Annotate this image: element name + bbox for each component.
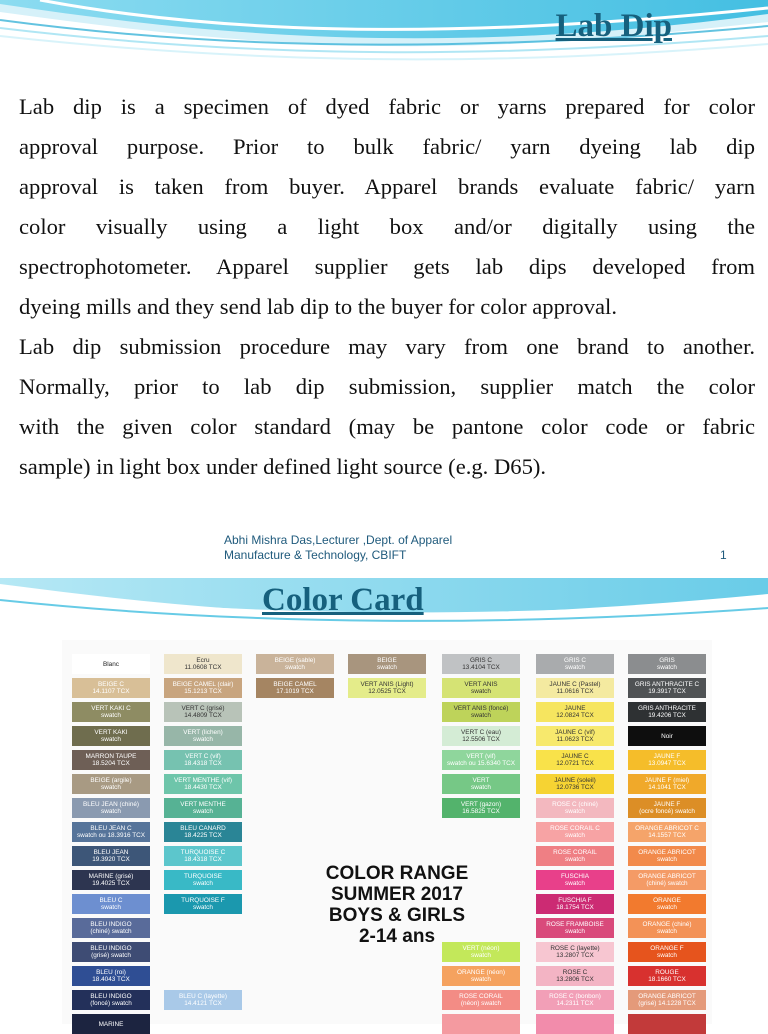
- swatch-name: JAUNE C: [561, 753, 589, 760]
- swatch-code: 14.4809 TCX: [184, 712, 222, 719]
- swatch-name: BLEU JEAN: [93, 849, 129, 856]
- color-swatch: [628, 654, 706, 674]
- color-swatch: [164, 750, 242, 770]
- swatch-code: swatch: [101, 712, 121, 719]
- swatch-name: ROSE CORAIL: [553, 849, 597, 856]
- color-swatch: [536, 894, 614, 914]
- swatch-name: VERT ANIS (Light): [360, 681, 414, 688]
- swatch-name: BLEU INDIGO: [90, 945, 132, 952]
- color-swatch: [628, 774, 706, 794]
- color-swatch: [536, 750, 614, 770]
- swatch-name: ROSE C (bonbon): [549, 993, 601, 1000]
- swatch-code: swatch: [657, 952, 677, 959]
- color-swatch: [72, 870, 150, 890]
- swatch-name: ORANGE ABRICOT: [638, 993, 696, 1000]
- swatch-name: GRIS C: [563, 657, 586, 664]
- swatch-name: ROSE C (chiné): [552, 801, 598, 808]
- swatch-name: ROUGE: [655, 969, 679, 976]
- swatch-code: 14.1041 TCX: [648, 784, 686, 791]
- swatch-name: JAUNE F: [653, 801, 681, 808]
- range-line: COLOR RANGE: [325, 863, 469, 884]
- color-swatch: [72, 894, 150, 914]
- swatch-name: ORANGE (chiné): [642, 921, 692, 928]
- color-swatch: [164, 894, 242, 914]
- swatch-name: ROSE C (layette): [550, 945, 600, 952]
- color-swatch: [536, 654, 614, 674]
- swatch-code: 13.4104 TCX: [462, 664, 500, 671]
- swatch-name: VERT ANIS: [464, 681, 498, 688]
- swatch-name: ROSE FRAMBOISE: [546, 921, 604, 928]
- swatch-code: 18.4225 TCX: [184, 832, 222, 839]
- color-swatch: [628, 750, 706, 770]
- swatch-name: JAUNE C (Pastel): [549, 681, 601, 688]
- body-text: [19, 87, 755, 487]
- swatch-code: swatch: [471, 976, 491, 983]
- swatch-code: 14.4121 TCX: [184, 1000, 222, 1007]
- swatch-name: JAUNE F: [653, 753, 681, 760]
- swatch-code: swatch: [471, 688, 491, 695]
- range-line: SUMMER 2017: [331, 884, 463, 905]
- color-swatch: [536, 870, 614, 890]
- swatch-name: GRIS: [659, 657, 675, 664]
- footer-line: Abhi Mishra Das,Lecturer ,Dept. of Apparel: [224, 533, 453, 547]
- color-swatch: [72, 966, 150, 986]
- color-swatch: [442, 990, 520, 1010]
- text-line: sample) in light box under defined light source (e.g. D65).: [19, 454, 547, 479]
- swatch-code: 14.2311 TCX: [556, 1000, 594, 1007]
- color-swatch: [628, 1014, 706, 1034]
- swatch-name: ORANGE ABRICOT: [638, 849, 696, 856]
- text-line: dyeing mills and they send lab dip to the buyer for color approval.: [19, 294, 617, 319]
- swatch-code: swatch ou 18.3916 TCX: [76, 832, 146, 839]
- swatch-code: swatch: [657, 928, 677, 935]
- swatch-name: BLEU JEAN C: [90, 825, 132, 832]
- swatch-code: swatch: [565, 856, 585, 863]
- swatch-code: swatch: [471, 712, 491, 719]
- swatch-name: JAUNE (soleil): [554, 777, 596, 784]
- color-swatch: [536, 918, 614, 938]
- swatch-code: 18.1754 TCX: [556, 904, 594, 911]
- color-swatch: [164, 846, 242, 866]
- swatch-name: Ecru: [196, 657, 210, 664]
- swatch-name: BLEU INDIGO: [90, 993, 132, 1000]
- swatch-name: FUSCHIA F: [558, 897, 592, 904]
- color-swatch: [164, 870, 242, 890]
- text-line: color visually using a light box and/or digitally using the: [19, 214, 755, 239]
- color-swatch: [348, 654, 426, 674]
- swatch-code: 18.5204 TCX: [92, 760, 130, 767]
- swatch-name: BEIGE (argile): [90, 777, 132, 784]
- swatch-name: BLEU JEAN (chiné): [82, 801, 140, 808]
- page-number: 1: [720, 548, 727, 562]
- swatch-code: 14.1557 TCX: [648, 832, 686, 839]
- swatch-name: VERT MENTHE (vif): [174, 777, 232, 784]
- swatch-name: VERT (gazon): [460, 801, 502, 808]
- swatch-name: BLEU C (layette): [179, 993, 227, 1000]
- swatch-name: FUSCHIA: [560, 873, 590, 880]
- swatch-name: ORANGE ABRICOT: [638, 873, 696, 880]
- swatch-name: MARRON TAUPE: [85, 753, 137, 760]
- swatch-code: 13.2807 TCX: [556, 952, 594, 959]
- swatch-code: swatch: [565, 664, 585, 671]
- swatch-name: BLEU CANARD: [180, 825, 226, 832]
- swatch-name: BEIGE C: [98, 681, 124, 688]
- color-card: [62, 640, 712, 1028]
- text-line: with the given color standard (may be pantone color code or fabric: [19, 414, 755, 439]
- text-line: approval is taken from buyer. Apparel brands evaluate fabric/ yarn: [19, 174, 755, 199]
- color-swatch: [72, 702, 150, 722]
- swatch-code: 12.5506 TCX: [462, 736, 500, 743]
- swatch-code: swatch: [101, 808, 121, 815]
- swatch-name: VERT MENTHE: [180, 801, 226, 808]
- color-swatch: [536, 966, 614, 986]
- color-swatch: [72, 1014, 150, 1034]
- footer-line: Manufacture & Technology, CBIFT: [224, 548, 407, 562]
- swatch-name: Noir: [661, 732, 673, 740]
- swatch-code: (foncé) swatch: [90, 1000, 132, 1007]
- swatch-code: (ocre foncé) swatch: [639, 808, 695, 815]
- swatch-code: swatch: [193, 736, 213, 743]
- swatch-code: 16.5825 TCX: [462, 808, 500, 815]
- swatch-code: 13.2806 TCX: [556, 976, 594, 983]
- swatch-name: VERT (vif): [466, 753, 496, 760]
- swatch-name: MARINE: [98, 1020, 124, 1028]
- swatch-name: VERT C (eau): [461, 729, 501, 736]
- text-line: Lab dip submission procedure may vary from one brand to another.: [19, 334, 755, 359]
- swatch-code: 19.3917 TCX: [648, 688, 686, 695]
- color-swatch: [348, 678, 426, 698]
- color-swatch: [628, 942, 706, 962]
- swatch-name: ORANGE (néon): [457, 969, 505, 976]
- swatch-code: 18.4430 TCX: [184, 784, 222, 791]
- swatch-name: ORANGE: [653, 897, 681, 904]
- color-swatch: [442, 726, 520, 746]
- swatch-code: (grisé) 14.1228 TCX: [638, 1000, 696, 1007]
- swatch-name: BEIGE CAMEL: [273, 681, 317, 688]
- swatch-name: BLEU (roi): [96, 969, 126, 976]
- swatch-code: 18.1660 TCX: [648, 976, 686, 983]
- swatch-code: 17.1019 TCX: [276, 688, 314, 695]
- color-swatch: [628, 966, 706, 986]
- swatch-name: JAUNE: [564, 705, 586, 712]
- color-swatch: [72, 846, 150, 866]
- color-swatch: [536, 798, 614, 818]
- range-line: BOYS & GIRLS: [328, 905, 466, 926]
- swatch-name: ORANGE F: [650, 945, 684, 952]
- text-line: Normally, prior to lab dip submission, supplier match the color: [19, 374, 755, 399]
- color-swatch: [72, 942, 150, 962]
- swatch-code: swatch ou 15.6340 TCX: [446, 760, 516, 767]
- swatch-code: swatch: [101, 784, 121, 791]
- slide-title: Color Card: [262, 582, 424, 618]
- color-swatch: [628, 678, 706, 698]
- color-swatch: [442, 678, 520, 698]
- swatch-code: 19.4206 TCX: [648, 712, 686, 719]
- swatch-name: ROSE C: [562, 969, 588, 976]
- color-swatch: [536, 942, 614, 962]
- color-swatch: [72, 654, 150, 674]
- swatch-code: swatch: [657, 856, 677, 863]
- swatch-code: 11.0616 TCX: [556, 688, 594, 695]
- swatch-code: swatch: [471, 784, 491, 791]
- swatch-code: swatch: [657, 664, 677, 671]
- swatch-code: swatch: [193, 880, 213, 887]
- swatch-name: BLEU C: [99, 897, 123, 904]
- swatch-name: JAUNE F (miel): [644, 777, 690, 784]
- swatch-code: swatch: [193, 808, 213, 815]
- slide-title: Lab Dip: [555, 8, 672, 44]
- swatch-name: VERT ANIS (foncé): [453, 705, 509, 712]
- color-swatch: [628, 870, 706, 890]
- color-swatch: [628, 702, 706, 722]
- color-swatch: [442, 702, 520, 722]
- color-swatch: [72, 678, 150, 698]
- text-line: approval purpose. Prior to bulk fabric/ yarn dyeing lab dip: [19, 134, 755, 159]
- color-swatch: [256, 654, 334, 674]
- swatch-code: (grisé) swatch: [91, 952, 131, 959]
- text-line: spectrophotometer. Apparel supplier gets lab dips developed from: [19, 254, 755, 279]
- color-swatch: [536, 990, 614, 1010]
- color-swatch: [164, 654, 242, 674]
- color-swatch: [442, 774, 520, 794]
- color-swatch: [256, 678, 334, 698]
- swatch-code: swatch: [565, 808, 585, 815]
- color-swatch: [628, 990, 706, 1010]
- swatch-code: 18.4043 TCX: [92, 976, 130, 983]
- color-swatch: [628, 822, 706, 842]
- swatch-code: 11.0623 TCX: [556, 736, 594, 743]
- swatch-code: 12.0721 TCX: [556, 760, 594, 767]
- color-swatch: [442, 654, 520, 674]
- swatch-code: swatch: [471, 952, 491, 959]
- color-swatch: [72, 726, 150, 746]
- color-swatch: [536, 846, 614, 866]
- swatch-code: swatch: [285, 664, 305, 671]
- color-swatch: [536, 822, 614, 842]
- color-swatch: [628, 726, 706, 746]
- color-swatch: [536, 1014, 614, 1034]
- swatch-code: swatch: [565, 832, 585, 839]
- color-swatch: [628, 894, 706, 914]
- color-swatch: [164, 990, 242, 1010]
- swatch-code: swatch: [565, 928, 585, 935]
- color-swatch: [628, 918, 706, 938]
- color-swatch: [442, 750, 520, 770]
- color-swatch: [442, 1014, 520, 1034]
- swatch-name: MARINE (grisé): [88, 873, 134, 880]
- swatch-code: 12.0525 TCX: [368, 688, 406, 695]
- swatch-name: VERT C (vif): [185, 753, 221, 760]
- color-range-heading: [272, 863, 522, 947]
- color-swatch: [164, 774, 242, 794]
- color-swatch: [442, 966, 520, 986]
- color-swatch: [72, 822, 150, 842]
- swatch-code: (chiné) swatch: [646, 880, 688, 887]
- color-swatch: [72, 774, 150, 794]
- color-swatch: [164, 798, 242, 818]
- swatch-code: (chiné) swatch: [90, 928, 132, 935]
- swatch-name: TURQUOISE F: [181, 897, 225, 904]
- swatch-code: (néon) swatch: [460, 1000, 502, 1007]
- swatch-name: JAUNE C (vif): [555, 729, 595, 736]
- color-swatch: [72, 750, 150, 770]
- swatch-code: 18.4318 TCX: [184, 760, 222, 767]
- footer-credit: [224, 533, 452, 563]
- swatch-code: swatch: [193, 904, 213, 911]
- color-swatch: [442, 798, 520, 818]
- color-swatch: [628, 798, 706, 818]
- swatch-code: 14.1107 TCX: [92, 688, 130, 695]
- swatch-name: GRIS C: [469, 657, 492, 664]
- color-swatch: [72, 798, 150, 818]
- range-line: 2-14 ans: [358, 926, 436, 947]
- color-swatch: [164, 678, 242, 698]
- swatch-code: 11.0608 TCX: [184, 664, 222, 671]
- swatch-code: swatch: [657, 904, 677, 911]
- color-swatch: [72, 918, 150, 938]
- swatch-name: BEIGE CAMEL (clair): [172, 681, 234, 688]
- swatch-name: TURQUOISE: [184, 873, 222, 880]
- swatch-code: swatch: [101, 904, 121, 911]
- swatch-name: ROSE CORAIL: [459, 993, 503, 1000]
- color-swatch: [536, 678, 614, 698]
- swatch-name: Blanc: [103, 660, 119, 668]
- swatch-name: VERT KAKI C: [91, 705, 131, 712]
- color-swatch: [164, 726, 242, 746]
- swatch-name: GRIS ANTHRACITE: [638, 705, 696, 712]
- swatch-code: 15.1213 TCX: [184, 688, 222, 695]
- color-swatch: [164, 702, 242, 722]
- color-swatch: [536, 774, 614, 794]
- swatch-name: VERT (lichen): [183, 729, 223, 736]
- swatch-code: 13.0947 TCX: [648, 760, 686, 767]
- text-line: Lab dip is a specimen of dyed fabric or yarns prepared for color: [19, 94, 755, 119]
- swatch-name: VERT (néon): [462, 945, 500, 952]
- color-swatch: [536, 726, 614, 746]
- swatch-name: ROSE CORAIL C: [550, 825, 600, 832]
- swatch-code: swatch: [101, 736, 121, 743]
- swatch-name: VERT KAKI: [94, 729, 128, 736]
- swatch-name: TURQUOISE C: [180, 849, 226, 856]
- swatch-code: 12.0824 TCX: [556, 712, 594, 719]
- color-swatch: [628, 846, 706, 866]
- swatch-code: 18.4318 TCX: [184, 856, 222, 863]
- swatch-code: 19.3920 TCX: [92, 856, 130, 863]
- swatch-name: GRIS ANTHRACITE C: [634, 681, 700, 688]
- swatch-name: VERT: [472, 777, 490, 784]
- swatch-code: swatch: [377, 664, 397, 671]
- color-swatch: [72, 990, 150, 1010]
- swatch-code: 12.0736 TCX: [556, 784, 594, 791]
- swatch-name: VERT C (grisé): [181, 705, 225, 712]
- swatch-name: BEIGE: [377, 657, 397, 664]
- swatch-name: BEIGE (sable): [274, 657, 316, 664]
- swatch-name: ORANGE ABRICOT C: [635, 825, 699, 832]
- color-swatch: [536, 702, 614, 722]
- color-swatch: [164, 822, 242, 842]
- swatch-code: 19.4025 TCX: [92, 880, 130, 887]
- swatch-code: swatch: [565, 880, 585, 887]
- swatch-name: BLEU INDIGO: [90, 921, 132, 928]
- color-swatch: [442, 942, 520, 962]
